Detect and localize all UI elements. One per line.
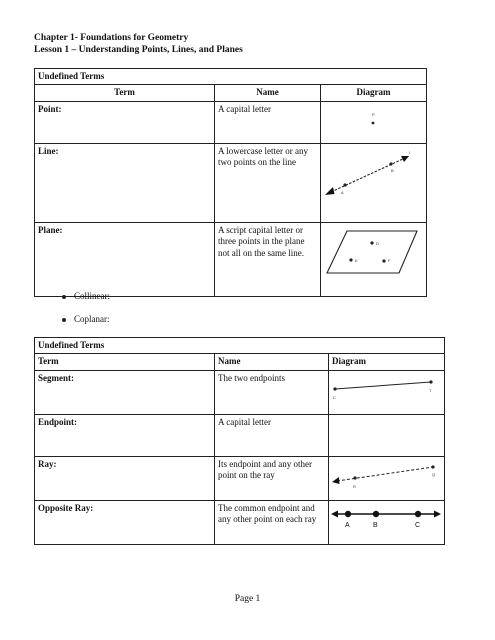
page-number: Page 1 <box>234 594 261 604</box>
point-B-opposite <box>373 511 379 517</box>
table2-term-segment: Segment: <box>35 370 215 414</box>
segment-diagram <box>329 370 445 414</box>
point-D <box>370 241 373 244</box>
opposite-ray-diagram-svg <box>329 501 443 541</box>
bullet-collinear <box>62 291 110 301</box>
table1-title: Undefined Terms <box>35 69 427 85</box>
ray-arrow <box>332 477 340 484</box>
opposite-ray-arrow-right <box>434 511 441 518</box>
point-Q <box>431 465 434 468</box>
line-l <box>331 158 405 192</box>
opposite-ray-arrow-left <box>331 511 338 518</box>
table2-term-ray: Ray: <box>35 456 215 500</box>
point-diagram-svg <box>321 102 425 140</box>
ray-diagram <box>329 456 445 500</box>
table2-name-segment: The two endpoints <box>215 370 329 414</box>
label-B-opposite: B <box>373 522 378 529</box>
label-P: P <box>372 111 375 117</box>
table1-name-plane: A script capital letter or three points in the plane not all on the same line. <box>215 223 321 297</box>
label-Q: Q <box>432 471 436 477</box>
point-C <box>333 387 336 390</box>
point-P <box>372 121 375 124</box>
table2-name-ray: Its endpoint and any other point on the ray <box>215 456 329 500</box>
opposite-ray-diagram <box>329 501 445 545</box>
table1-term-point: Point: <box>35 101 215 143</box>
line-arrow-left <box>325 187 335 195</box>
plane-diagram-svg <box>321 223 425 293</box>
segment-diagram-svg <box>329 371 443 411</box>
label-F: F <box>388 258 391 263</box>
point-R <box>353 476 356 479</box>
ray-diagram-svg <box>329 457 443 497</box>
label-R: R <box>353 483 356 489</box>
point-diagram <box>321 101 427 143</box>
lesson-title: Lesson 1 – Understanding Points, Lines, and Planes <box>34 45 243 55</box>
table1-term-line: Line: <box>35 143 215 222</box>
table2-term-opposite-ray: Opposite Ray: <box>35 501 215 545</box>
table1-name-point: A capital letter <box>215 101 321 143</box>
label-D: D <box>376 241 379 246</box>
plane-parallelogram <box>327 231 417 273</box>
bullet-dot <box>62 318 66 322</box>
bullet-dot <box>62 295 66 299</box>
table1-col-diagram: Diagram <box>321 85 427 101</box>
bullet-coplanar <box>62 314 110 324</box>
label-A: A <box>341 189 344 195</box>
table1-term-plane: Plane: <box>35 223 215 297</box>
ray-QR <box>337 467 436 481</box>
bullet-collinear-text: Collinear: <box>74 291 110 301</box>
endpoint-diagram <box>329 414 445 456</box>
table2-title: Undefined Terms <box>35 338 445 354</box>
undefined-terms-table-2 <box>34 337 445 545</box>
table1-col-name: Name <box>215 85 321 101</box>
label-l: l <box>409 149 410 155</box>
point-B <box>389 162 392 165</box>
label-C-opposite: C <box>415 522 421 529</box>
point-F <box>382 259 385 262</box>
table1-name-line: A lowercase letter or any two points on the line <box>215 143 321 222</box>
line-diagram <box>321 143 427 222</box>
table2-name-opposite-ray: The common endpoint and any other point on each ray <box>215 501 329 545</box>
bullet-coplanar-text: Coplanar: <box>74 314 110 324</box>
point-E <box>349 258 352 261</box>
label-B: B <box>391 167 394 173</box>
point-A-opposite <box>345 511 351 517</box>
point-T <box>429 380 432 383</box>
segment-CT <box>335 382 431 389</box>
table2-col-term: Term <box>35 354 215 370</box>
chapter-title: Chapter 1- Foundations for Geometry <box>34 33 189 43</box>
point-A <box>343 183 346 186</box>
line-diagram-svg <box>321 144 425 219</box>
label-E: E <box>355 258 358 263</box>
table2-term-endpoint: Endpoint: <box>35 414 215 456</box>
label-T: T <box>429 387 432 393</box>
plane-diagram <box>321 223 427 297</box>
table2-name-endpoint: A capital letter <box>215 414 329 456</box>
table1-col-term: Term <box>35 85 215 101</box>
label-A-opposite: A <box>345 522 350 529</box>
label-C: C <box>333 394 336 400</box>
point-C-opposite <box>415 511 421 517</box>
undefined-terms-table-1 <box>34 68 427 297</box>
table2-col-name: Name <box>215 354 329 370</box>
table2-col-diagram: Diagram <box>329 354 445 370</box>
